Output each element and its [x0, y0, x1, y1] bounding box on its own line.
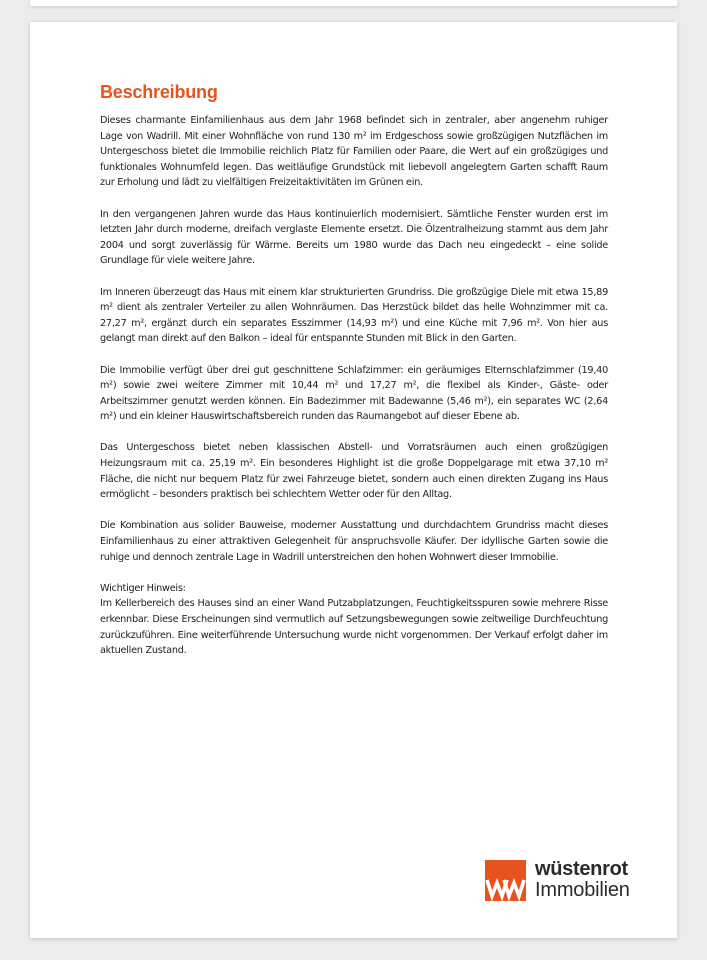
- page-heading: Beschreibung: [100, 82, 218, 102]
- previous-page-edge: [30, 0, 677, 6]
- paragraph-basement: Das Untergeschoss bietet neben klassischen Abstell- und Vorratsräumen auch einen großzügigen Heizungsraum mit ca. 25,19 m². Ein besonderes Highlight ist die große Doppelgarage mit etwa 37,10 m² Fläche, die nicht nur bequem Platz für zwei Fahrzeuge bietet, sondern auch einen direkten Zugang ins Haus ermöglicht – besonders praktisch bei schlechtem Wetter oder für den Alltag.: [100, 442, 608, 501]
- document-page: [30, 22, 677, 938]
- description-body: [100, 113, 608, 674]
- logo-wordmark-immobilien: Immobilien: [535, 879, 630, 901]
- wuestenrot-ww-logo-icon: [485, 860, 526, 901]
- note-title: Wichtiger Hinweis:: [100, 582, 186, 594]
- paragraph-bedrooms: Die Immobilie verfügt über drei gut geschnittene Schlafzimmer: ein geräumiges Elternschlafzimmer (19,40 m²) sowie zwei weitere Zimmer mit 10,44 m² und 17,27 m², die flexibel als Kinder-, Gäste- oder Arbeitszimmer genutzt werden können. Ein Badezimmer mit Badewanne (5,46 m²), ein separates WC (2,64 m²) und ein kleiner Hauswirtschaftsbereich runden das Raumangebot auf dieser Ebene ab.: [100, 364, 608, 423]
- logo-wordmark-wuestenrot: wüstenrot: [535, 858, 628, 880]
- paragraph-summary: Die Kombination aus solider Bauweise, moderner Ausstattung und durchdachtem Grundriss macht dieses Einfamilienhaus zu einer attraktiven Gelegenheit für anspruchsvolle Käufer. Der idyllische Garten sowie die ruhige und dennoch zentrale Lage in Wadrill unterstreichen den hohen Wohnwert dieser Immobilie.: [100, 520, 608, 563]
- wuestenrot-logo: [485, 858, 655, 904]
- paragraph-modernization: In den vergangenen Jahren wurde das Haus kontinuierlich modernisiert. Sämtliche Fenster wurden erst im letzten Jahr durch moderne, dreifach verglaste Elemente ersetzt. Die Ölzentralheizung stammt aus dem Jahr 2004 und sorgt zuverlässig für Wärme. Bereits um 1980 wurde das Dach neu eingedeckt – eine solide Grundlage für viele weitere Jahre.: [100, 208, 608, 267]
- paragraph-floor-plan: Im Inneren überzeugt das Haus mit einem klar strukturierten Grundriss. Die großzügige Diele mit etwa 15,89 m² dient als zentraler Verteiler zu allen Wohnräumen. Das Herzstück bildet das helle Wohnzimmer mit ca. 27,27 m², ergänzt durch ein separates Esszimmer (14,93 m²) und eine Küche mit 7,96 m². Von hier aus gelangt man direkt auf den Balkon – ideal für entspannte Stunden mit Blick in den Garten.: [100, 286, 608, 345]
- paragraph-intro: Dieses charmante Einfamilienhaus aus dem Jahr 1968 befindet sich in zentraler, aber angenehm ruhiger Lage von Wadrill. Mit einer Wohnfläche von rund 130 m² im Erdgeschoss sowie großzügigen Nutzflächen im Untergeschoss bietet die Immobilie reichlich Platz für Familien oder Paare, die Wert auf ein großzügiges und funktionales Wohnumfeld legen. Das weitläufige Grundstück mit liebevoll angelegtem Garten schafft Raum zur Erholung und lädt zu vielfältigen Freizeitaktivitäten im Grünen ein.: [100, 115, 608, 189]
- note-text: Im Kellerbereich des Hauses sind an einer Wand Putzabplatzungen, Feuchtigkeitsspuren sowie mehrere Risse erkennbar. Diese Erscheinungen sind vermutlich auf Setzungsbewegungen sowie zeitweilige Durchfeuchtung zurückzuführen. Eine weiterführende Untersuchung wurde nicht vorgenommen. Der Verkauf erfolgt daher im aktuellen Zustand.: [100, 598, 608, 657]
